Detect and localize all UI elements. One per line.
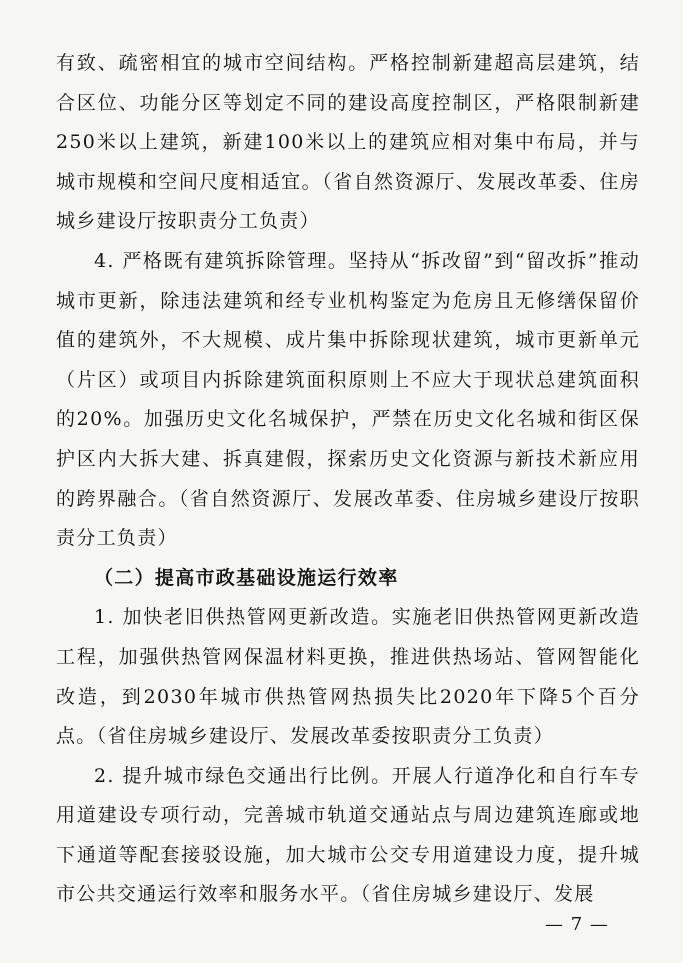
document-body xyxy=(56,44,640,915)
page-number: — 7 — xyxy=(545,914,609,935)
paragraph-heating-network-renewal: 1. 加快老旧供热管网更新改造。实施老旧供热管网更新改造工程，加强供热管网保温材料更换，推进供热场站、管网智能化改造，到2030年城市供热管网热损失比2020年下降5个百分点。（省住房城乡建设厅、发展改革委按职责分工负责） xyxy=(56,606,640,748)
section-heading-municipal-infrastructure: （二）提高市政基础设施运行效率 xyxy=(94,566,399,589)
paragraph-building-demolition-management: 4. 严格既有建筑拆除管理。坚持从“拆改留”到“留改拆”推动城市更新，除违法建筑和经专业机构鉴定为危房且无修缮保留价值的建筑外，不大规模、成片集中拆除现状建筑，城市更新单元（片区）或项目内拆除建筑面积原则上不应大于现状总建筑面积的20%。加强历史文化名城保护，严禁在历史文化名城和街区保护区内大拆大建、拆真建假，探索历史文化资源与新技术新应用的跨界融合。（省自然资源厅、发展改革委、住房城乡建设厅按职责分工负责） xyxy=(56,249,640,550)
paragraph-building-height-control: 有致、疏密相宜的城市空间结构。严格控制新建超高层建筑，结合区位、功能分区等划定不同的建设高度控制区，严格限制新建250米以上建筑，新建100米以上的建筑应相对集中布局，并与城市规模和空间尺度相适宜。（省自然资源厅、发展改革委、住房城乡建设厅按职责分工负责） xyxy=(56,52,640,233)
paragraph-green-transport: 2. 提升城市绿色交通出行比例。开展人行道净化和自行车专用道建设专项行动，完善城市轨道交通站点与周边建筑连廊或地下通道等配套接驳设施，加大城市公交专用道建设力度，提升城市公共交通运行效率和服务水平。（省住房城乡建设厅、发展 xyxy=(56,764,640,906)
